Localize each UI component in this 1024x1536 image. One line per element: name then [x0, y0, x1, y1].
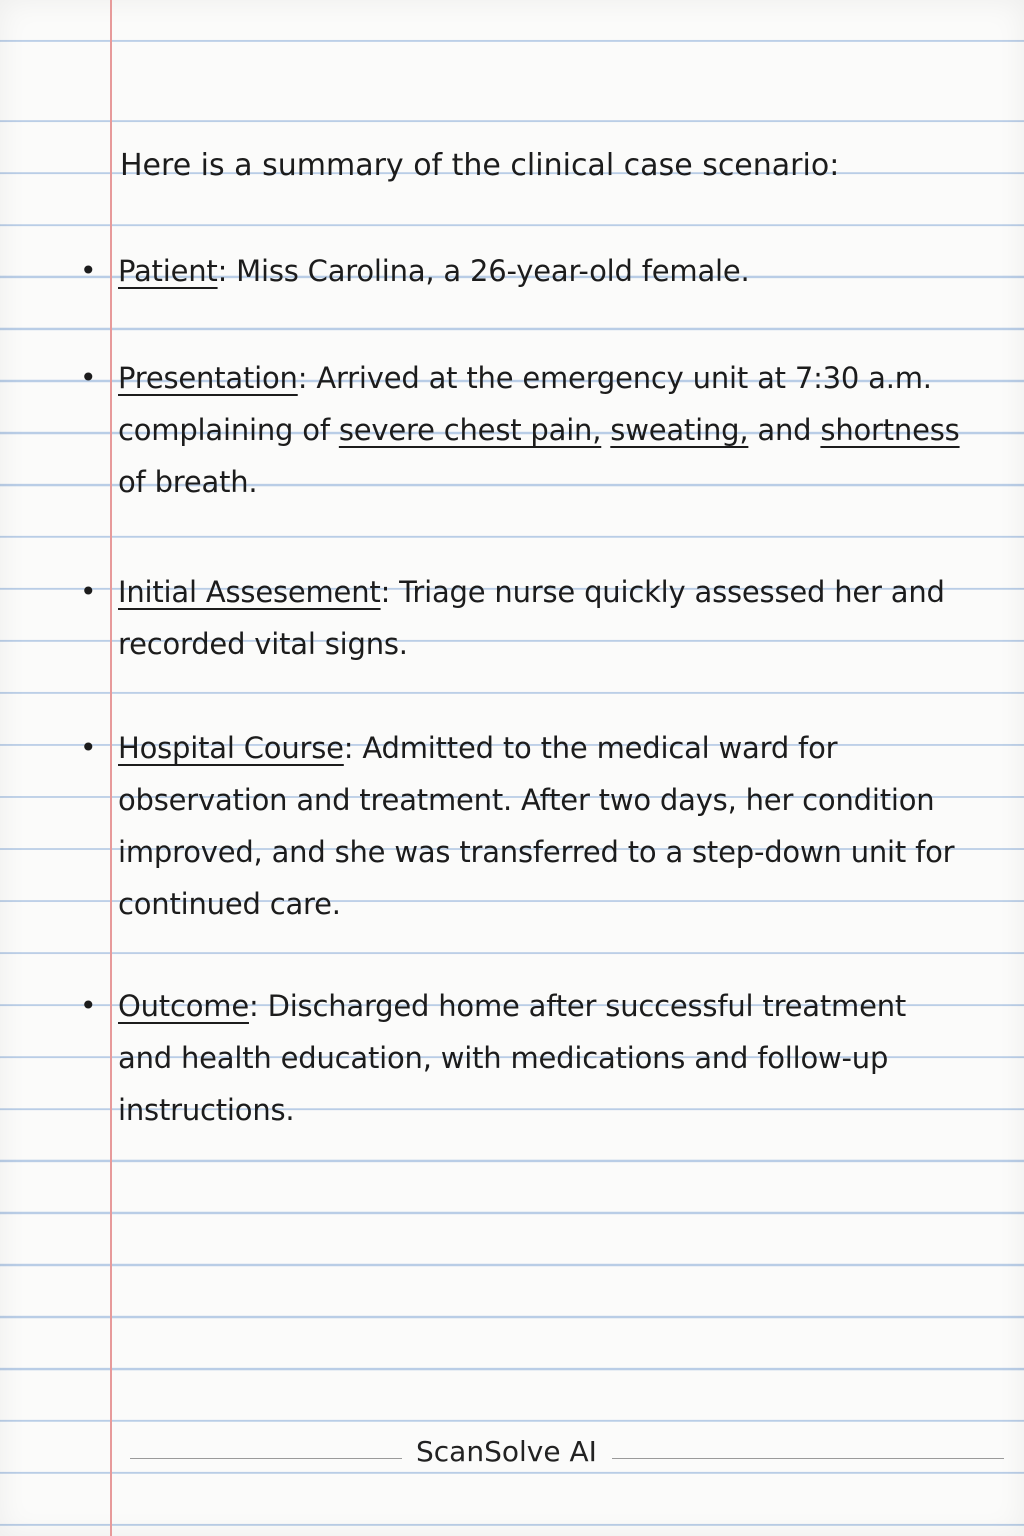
highlight-sweating: sweating, [610, 413, 749, 447]
item-text: Presentation: Arrived at the emergency unit at 7:30 a.m. complaining of severe chest pain, sweating, and shortness of breath. [118, 361, 960, 499]
item-label: Presentation [118, 361, 298, 395]
bullet-icon: • [80, 254, 97, 287]
footer-divider-left [130, 1458, 402, 1459]
footer-divider-right [612, 1458, 1004, 1459]
bullet-icon: • [80, 731, 97, 764]
item-label: Patient [118, 254, 218, 288]
item-label: Outcome [118, 989, 249, 1023]
list-item-outcome [80, 980, 960, 1136]
list-item-patient [80, 245, 960, 297]
list-item-hospital-course [80, 722, 960, 930]
bullet-icon: • [80, 575, 97, 608]
bullet-icon: • [80, 361, 97, 394]
intro-text: Here is a summary of the clinical case scenario: [120, 148, 840, 183]
footer-brand: ScanSolve AI [416, 1435, 597, 1468]
highlight-chest-pain: severe chest pain, [338, 413, 602, 447]
item-text: Outcome: Discharged home after successful treatment and health education, with medications and follow-up instructions. [118, 989, 907, 1127]
item-text: Hospital Course: Admitted to the medical ward for observation and treatment. After two days, her condition improved, and she was transferred to a step-down unit for continued care. [118, 731, 955, 921]
list-item-presentation [80, 352, 960, 508]
item-body: Admitted to the medical ward for observation and treatment. After two days, her condition improved, and she was transferred to a step-down unit for continued care. [118, 731, 955, 921]
item-body: Triage nurse quickly assessed her and recorded vital signs. [118, 575, 945, 661]
item-body: Discharged home after successful treatment and health education, with medications and follow-up instructions. [118, 989, 907, 1127]
item-text: Patient: Miss Carolina, a 26-year-old female. [118, 254, 750, 288]
item-body: Miss Carolina, a 26-year-old female. [236, 254, 750, 288]
footer [0, 1432, 1024, 1472]
list-item-initial-assessment [80, 566, 960, 670]
item-body-end: of breath. [118, 465, 258, 499]
bullet-icon: • [80, 989, 97, 1022]
item-text: Initial Assesement: Triage nurse quickly assessed her and recorded vital signs. [118, 575, 945, 661]
item-body: Arrived at the emergency unit at 7:30 a.m. complaining of [118, 361, 932, 447]
item-label: Hospital Course [118, 731, 344, 765]
highlight-shortness: shortness [820, 413, 960, 447]
item-label: Initial Assesement [118, 575, 381, 609]
item-joiner: and [757, 413, 812, 447]
